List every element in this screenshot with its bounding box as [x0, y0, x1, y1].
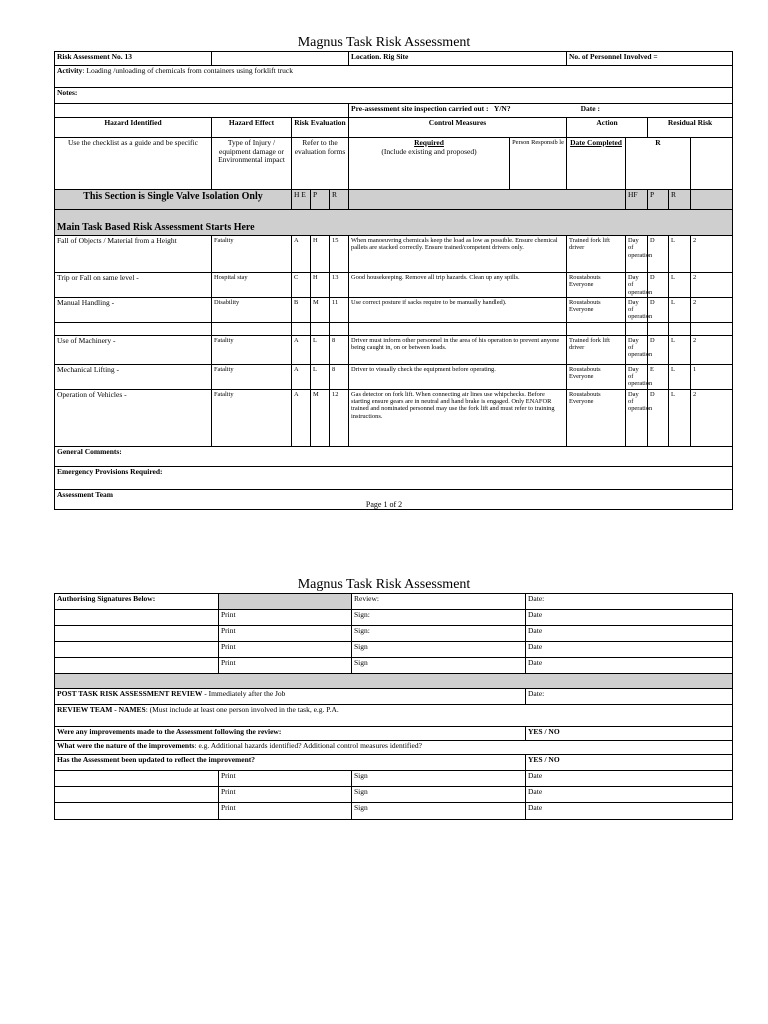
header-hazard: Hazard Identified — [55, 118, 212, 138]
date-label: Date: — [526, 594, 733, 610]
signature-row: Print Sign Date — [55, 771, 733, 787]
subheader-hazard: Use the checklist as a guide and be specific — [55, 138, 212, 190]
review-team-names: REVIEW TEAM - NAMES: (Must include at least one person involved in the task, e.g. P.A. — [55, 705, 733, 727]
subheader-date-completed: Date Completed — [567, 138, 626, 190]
table-row: Trip or Fall on same level - Hospital stay C H 13 Good housekeeping. Remove all trip hazards. Clean up any spills. Roustabouts Everyone Day of operation D L 2 — [55, 273, 733, 298]
table-row — [55, 322, 733, 335]
risk-assessment-table — [54, 51, 733, 510]
col-r: R — [669, 190, 691, 210]
header-control: Control Measures — [349, 118, 567, 138]
yes-no: YES / NO — [526, 755, 733, 771]
signatures-table — [54, 593, 733, 820]
signature-row: Print Sign Date — [55, 803, 733, 820]
signature-row: Print Sign Date — [55, 642, 733, 658]
blank-cell — [691, 190, 733, 210]
subheader-risk-eval: Refer to the evaluation forms — [292, 138, 349, 190]
nature-of-improvements: What were the nature of the improvements: e.g. Additional hazards identified? Additional control measures identified? — [55, 741, 733, 755]
col-p: P — [648, 190, 669, 210]
table-row: Fall of Objects / Material from a Height Fatality A H 15 When manoeuvring chemicals keep the load as low as possible. Ensure chemical pallets are stacked correctly. Ensure trained/competent drivers only. Trained fork lift driver Day of operation D L 2 — [55, 236, 733, 273]
subheader-person: Person Responsib le — [510, 138, 567, 190]
col-hf: HF — [626, 190, 648, 210]
col-r: R — [330, 190, 349, 210]
subheader-r: R — [626, 138, 691, 190]
improvements-question: Were any improvements made to the Assessment following the review: — [55, 727, 526, 741]
table-row: Mechanical Lifting - Fatality A L 8 Driver to visually check the equipment before operating. Roustabouts Everyone Day of operation E L 1 — [55, 364, 733, 389]
personnel-count: No. of Personnel Involved = — [567, 52, 733, 66]
yes-no: YES / NO — [526, 727, 733, 741]
table-row: Manual Handling - Disability B M 11 Use correct posture if sacks require to be manually handled). Roustabouts Everyone Day of operation D L 2 — [55, 297, 733, 322]
col-he: H E — [292, 190, 311, 210]
blank-cell — [349, 190, 626, 210]
blank-cell — [219, 594, 352, 610]
blank-cell — [212, 52, 349, 66]
pre-assessment-inspection: Pre-assessment site inspection carried out : Y/N? Date : — [349, 104, 733, 118]
signature-row: Print Sign Date — [55, 787, 733, 803]
blank-cell — [55, 104, 349, 118]
emergency-provisions: Emergency Provisions Required: — [55, 466, 733, 489]
updated-question: Has the Assessment been updated to reflect the improvement? — [55, 755, 526, 771]
assessment-team: Assessment Team — [55, 489, 733, 509]
signature-row: Print Sign: Date — [55, 626, 733, 642]
single-valve-section: This Section is Single Valve Isolation Only — [55, 190, 292, 210]
review-label: Review: — [352, 594, 526, 610]
table-row: Use of Machinery - Fatality A L 8 Driver must inform other personnel in the area of his operation to prevent anyone being caught in, on or between loads. Trained fork lift driver Day of operation D L 2 — [55, 335, 733, 364]
subheader-effect: Type of Injury / equipment damage or Environmental impact — [212, 138, 292, 190]
authorising-signatures: Authorising Signatures Below: — [55, 594, 219, 610]
page2-title: Magnus Task Risk Assessment — [297, 577, 471, 592]
page1-title: Magnus Task Risk Assessment — [297, 35, 471, 50]
risk-number: Risk Assessment No. 13 — [55, 52, 212, 66]
header-effect: Hazard Effect — [212, 118, 292, 138]
col-p: P — [311, 190, 330, 210]
date-label: Date: — [526, 689, 733, 705]
page-number: Page 1 of 2 — [365, 500, 403, 509]
activity: Activity: Loading /unloading of chemicals from containers using forklift truck — [55, 66, 733, 88]
blank-cell — [691, 138, 733, 190]
header-residual: Residual Risk — [648, 118, 733, 138]
header-action: Action — [567, 118, 648, 138]
notes: Notes: — [55, 88, 733, 104]
general-comments: General Comments: — [55, 446, 733, 466]
grey-separator — [55, 674, 733, 689]
header-risk-evaluation: Risk Evaluation — [292, 118, 349, 138]
location: Location. Rig Site — [349, 52, 567, 66]
main-task-section: Main Task Based Risk Assessment Starts Here — [55, 210, 733, 236]
signature-row: Print Sign: Date — [55, 610, 733, 626]
subheader-required: Required (Include existing and proposed) — [349, 138, 510, 190]
table-row: Operation of Vehicles - Fatality A M 12 Gas detector on fork lift. When connecting air lines use whipchecks. Before starting ensure gears are in neutral and hand brake is engaged. Only ENAFOR trained and nominated personnel may use the fork lift and must refer to training instructions. Roustabouts Everyone Day of operation D L 2 — [55, 389, 733, 446]
signature-row: Print Sign Date — [55, 658, 733, 674]
post-task-review: POST TASK RISK ASSESSMENT REVIEW - Immediately after the Job — [55, 689, 526, 705]
